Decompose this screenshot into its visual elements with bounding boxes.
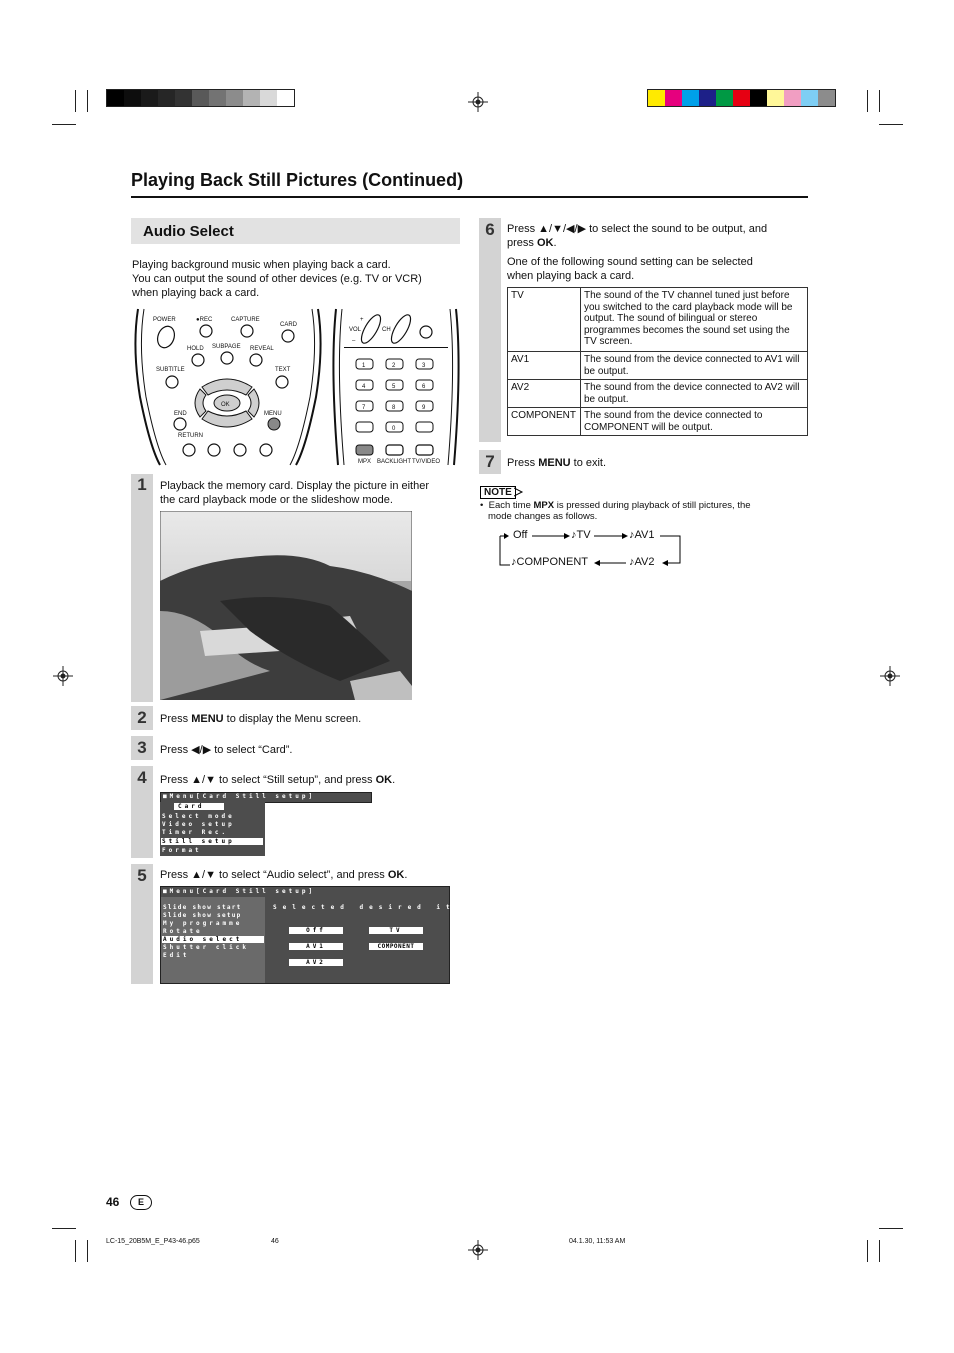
footer-filename: LC-15_20B5M_E_P43-46.p65 [106,1238,200,1245]
crop-mark [879,90,880,112]
crop-mark [879,1228,903,1229]
svg-text:REVEAL: REVEAL [250,346,274,352]
menu-item-selected: Audio select [162,936,264,943]
svg-text:HOLD: HOLD [187,346,204,352]
section-title: Audio Select [143,223,234,240]
step-7-number: 7 [485,452,495,471]
color-swatch [192,90,209,106]
keypad-label: 2 [392,363,396,369]
note-arrow-icon [514,487,524,497]
step-6-text: Press ▲/▼/◀/▶ to select the sound to be output, and press OK. [507,223,768,249]
svg-text:SUBPAGE: SUBPAGE [212,344,241,350]
color-swatch [784,90,801,106]
color-swatch [767,90,784,106]
color-swatch [277,90,294,106]
color-swatch [818,90,835,106]
remote-control-illustration [130,307,460,467]
step-3-number: 3 [137,738,147,757]
step-4-text: Press ▲/▼ to select “Still setup”, and press OK. [160,774,396,786]
menu-item: My programme [163,920,243,927]
svg-text:SUBTITLE: SUBTITLE [156,367,185,373]
option-off: Off [289,927,343,934]
svg-text:+: + [360,317,364,323]
crop-mark [87,1240,88,1262]
color-swatch [733,90,750,106]
footer-timestamp: 04.1.30, 11:53 AM [569,1238,626,1245]
landscape-photo [160,511,412,700]
menu-item: Slide show start [163,904,242,911]
color-swatch [158,90,175,106]
color-swatch [682,90,699,106]
menu-item: Video setup [162,821,235,828]
step-2-number: 2 [137,708,147,727]
menu-item: Timer Rec. [162,829,229,836]
svg-text:MENU: MENU [264,411,282,417]
step-1-text: Playback the memory card. Display the picture in either the card playback mode or the slideshow mode. [160,480,430,506]
still-setup-menu-screen [160,886,475,984]
svg-text:MPX: MPX [358,459,372,465]
color-swatch [260,90,277,106]
crop-mark [879,124,903,125]
svg-text:–: – [352,338,356,344]
color-swatch [665,90,682,106]
keypad-label: 5 [392,384,396,390]
menu-tab-card: Card [174,803,224,810]
step-2-text: Press MENU to display the Menu screen. [160,713,362,725]
svg-text:RETURN: RETURN [178,433,203,439]
svg-text:POWER: POWER [153,317,176,323]
svg-text:TEXT: TEXT [275,367,291,373]
step-6-bar [479,218,501,442]
color-swatch [243,90,260,106]
title-rule [131,196,808,198]
table-row: TV The sound of the TV channel tuned just before you switched to the card playback mode will be output. The sound of bilingual or stereo programmes becomes the sound set using the TV screen. [508,288,808,352]
step-7-text: Press MENU to exit. [507,457,607,469]
color-swatch [648,90,665,106]
keypad-label: 9 [422,405,426,411]
page-number: 46 [106,1195,120,1209]
crop-mark [52,1228,76,1229]
svg-text:TV/VIDEO: TV/VIDEO [412,459,441,465]
svg-text:CARD: CARD [280,322,298,328]
step-3-text: Press ◀/▶ to select “Card”. [160,744,293,756]
registration-target-icon [880,666,900,686]
keypad-button [356,422,373,432]
registration-target-icon [53,666,73,686]
keypad-button [416,422,433,432]
option-tv: TV [369,927,423,934]
step-6-description: One of the following sound setting can be selected when playing back a card. [507,256,753,282]
svg-text:OK: OK [221,402,230,408]
keypad-label: 7 [362,405,366,411]
menu-header: ■Menu[Card Still setup] [163,888,316,895]
menu-item: Format [162,847,202,854]
color-swatch [801,90,818,106]
color-swatch [107,90,124,106]
menu-item: Edit [163,952,190,959]
keypad-label: 1 [362,363,366,369]
color-swatch [141,90,158,106]
color-registration-bar [647,89,836,107]
flow-tv: ♪TV [571,529,591,541]
svg-text:BACKLIGHT: BACKLIGHT [377,459,412,465]
sound-setting-table [507,287,808,436]
menu-item: Shutter click [163,944,249,951]
step-5-text: Press ▲/▼ to select “Audio select”, and press OK. [160,869,408,881]
keypad-label: 8 [392,405,396,411]
keypad-label: 6 [422,384,426,390]
flow-off: Off [513,529,528,541]
registration-target-icon [468,1240,488,1260]
registration-target-icon [468,92,488,112]
menu-header: ■Menu[Card Still setup] [163,793,316,800]
option-av2: AV2 [289,959,343,966]
option-component: COMPONENT [369,943,423,950]
crop-mark [75,90,76,112]
menu-item: Select mode [162,813,235,820]
grayscale-registration-bar [106,89,295,107]
crop-mark [879,1240,880,1262]
note-tag: NOTE [480,486,516,499]
intro-text: Playing background music when playing back a card. You can output the sound of other devices (e.g. TV or VCR) when playing back a card. [132,259,422,299]
color-swatch [716,90,733,106]
keypad-label: 3 [422,363,426,369]
step-1-bar [131,474,153,702]
note-text: • Each time MPX is pressed during playback of still pictures, the mode changes as follows. [480,500,751,522]
crop-mark [75,1240,76,1262]
step-6-number: 6 [485,220,495,239]
step-4-number: 4 [137,768,147,787]
flow-component: ♪COMPONENT [511,556,588,568]
step-5-number: 5 [137,866,147,885]
svg-text:●REC: ●REC [196,317,213,323]
color-swatch [226,90,243,106]
svg-text:CH: CH [382,327,391,333]
flow-av2: ♪AV2 [629,556,655,568]
options-panel-title: Selected desired item [273,904,475,911]
menu-item-selected: Still setup [161,838,263,845]
table-row: AV1 The sound from the device connected to AV1 will be output. [508,352,808,380]
card-menu-list [160,802,265,856]
keypad-label: 0 [392,426,396,432]
table-row: AV2 The sound from the device connected to AV2 will be output. [508,380,808,408]
crop-mark [87,90,88,112]
color-swatch [209,90,226,106]
color-swatch [175,90,192,106]
color-swatch [699,90,716,106]
footer-page: 46 [271,1238,279,1245]
flow-av1: ♪AV1 [629,529,655,541]
svg-text:VOL: VOL [349,327,362,333]
step-1-number: 1 [137,475,147,494]
crop-mark [867,90,868,112]
crop-mark [52,124,76,125]
crop-mark [867,1240,868,1262]
color-swatch [750,90,767,106]
table-row: COMPONENT The sound from the device connected to COMPONENT will be output. [508,408,808,436]
option-av1: AV1 [289,943,343,950]
menu-item: Slide show setup [163,912,242,919]
language-badge: E [130,1195,152,1210]
page-title: Playing Back Still Pictures (Continued) [131,170,464,190]
section-header [131,218,460,244]
svg-text:END: END [174,411,187,417]
svg-text:CAPTURE: CAPTURE [231,317,260,323]
color-swatch [124,90,141,106]
menu-item: Rotate [163,928,203,935]
keypad-label: 4 [362,384,366,390]
